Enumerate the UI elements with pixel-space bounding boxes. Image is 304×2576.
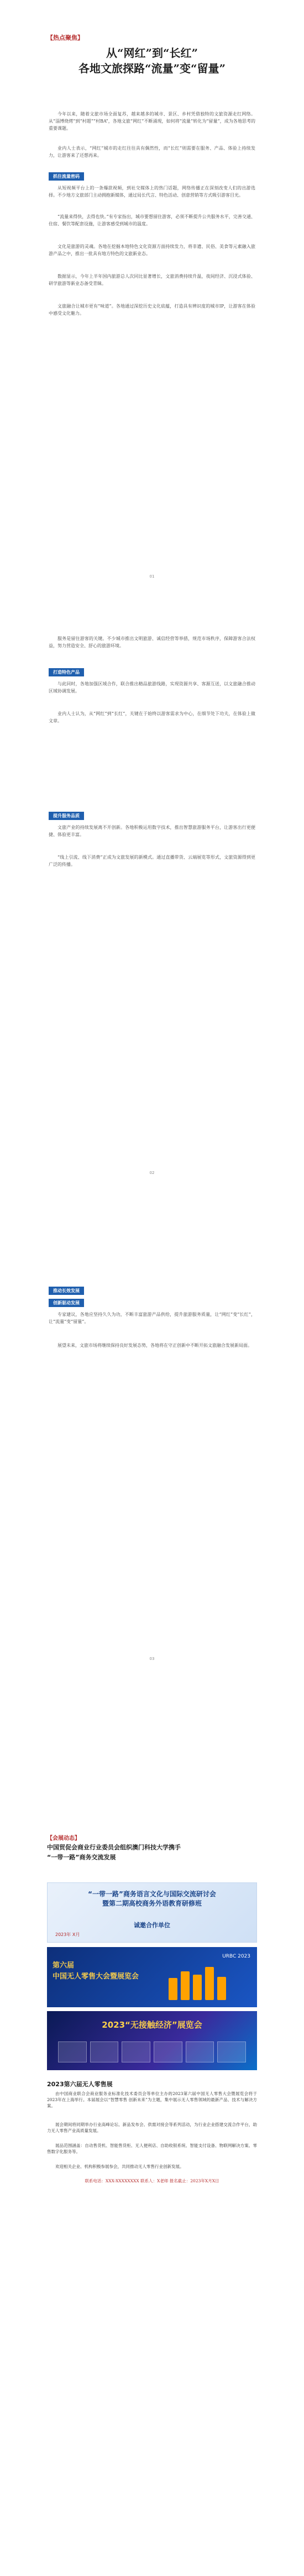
subheading-1: 抓住流量密码 [49,172,84,181]
section-tag: 【热点聚焦】 [47,34,83,41]
banner-retail-expo-title-line2: 中国无人零售大会暨展览会 [53,1972,139,1981]
banner-seminar-subtitle: 诚邀合作单位 [134,1922,170,1929]
subheading-3: 提升服务品质 [49,812,84,820]
paragraph-3: 文化是旅游的灵魂。各地在挖掘本地特色文化资源方面持续发力，将非遗、民俗、美食等元素融入旅游产品之中，推出一批具有地方特色的文旅新业态。 [49,244,255,256]
paragraph-10: “线上引流、线下消费”正成为文旅发展的新模式。通过直播带货、云端展览等形式，文旅资源得到更广泛的传播。 [49,855,255,867]
banner-seminar-title-line2: 暨第二期高校商务外语教育研修班 [102,1900,202,1907]
banner-contactless-expo-title: 2023“无接触经济”展览会 [102,2020,202,2030]
intro-paragraph-1: 今年以来，随着文旅市场全面复苏，越来越多的城市、景区、乡村凭借独特的文旅资源走红网络。从“淄博烧烤”到“村超”“村BA”，各地文旅“网红”不断涌现，如何将“流量”转化为“留量”，成为各地思考的重要课题。 [49,112,255,131]
banner-seminar-date: 2023年 X月 [55,1932,80,1937]
page-number: 03 [149,1657,155,1661]
subheading-4: 推动长效发展 [49,1287,84,1295]
paragraph-4: 欢迎相关企业、机构积极参展参会，共同推动无人零售行业创新发展。 [55,2164,184,2169]
banner-retail-expo-title-line1: 第六届 [53,1961,75,1970]
page-number: 02 [149,1171,155,1175]
paragraph-8: 业内人士认为，从“网红”到“长红”，关键在于始终以游客需求为中心，在细节处下功夫，在体验上做文章。 [49,711,255,723]
subheading-5: 创新驱动发展 [49,1299,84,1307]
banner-seminar-title-line1: “一带一路”商务语言文化与国际交流研讨会 [88,1890,216,1898]
product-strip [58,2041,246,2062]
paragraph-6: 服务是留住游客的关键。不少城市推出文明旅游、诚信经营等举措，规范市场秩序，保障游客合法权益，努力营造安全、舒心的旅游环境。 [49,636,255,648]
banner-seminar-title [53,1890,251,1908]
article-title-line2: 各地文旅探路“流量”变“留量” [78,62,226,75]
contact-note: 联系电话：XXX-XXXXXXXX 联系人：X老师 报名截止：2023年X月X日 [85,2178,219,2183]
vending-machine-icon [169,1967,235,2000]
paragraph-1: 从短视频平台上的一条爆款视频，到社交媒体上的热门话题，网络传播正在深刻改变人们的出游选择。不少地方文旅部门主动拥抱新媒体，通过局长代言、特色活动、创意营销等方式吸引游客目光。 [49,186,255,198]
paragraph-12: 展望未来，文旅市场将继续保持良好发展态势，各地将在守正创新中不断开拓文旅融合发展新局面。 [57,1343,252,1348]
banner-seminar[interactable] [47,1882,257,1943]
article-1 [0,0,304,596]
section-tag: 【会展动态】 [47,1836,80,1842]
paragraph-7: 与此同时，各地加强区域合作，联合推出精品旅游线路，实现资源共享、客源互送，以文旅融合推动区域协调发展。 [49,681,255,694]
article-title-line2: “一带一路”商务交流发展 [47,1854,116,1861]
banner-retail-expo[interactable] [47,1947,257,2007]
paragraph-11: 专家建议，各地应坚持久久为功，不断丰富旅游产品供给，提升旅游服务质量，让“网红”变“长红”，让“流量”变“留量”。 [49,1312,255,1324]
page-number: 01 [149,574,155,579]
banner-retail-expo-logo: URBC 2023 [222,1954,250,1959]
paragraph-3: 展品范围涵盖：自动售货机、智能售货柜、无人便利店、自助收银系统、智能支付设备、物联网解决方案、零售数字化服务等。 [47,2143,257,2154]
paragraph-1: 由中国商业联合会商业服务业标准化技术委员会等单位主办的2023第六届中国无人零售大会暨展览会将于2023年在上海举行。本届展会以“智慧零售 创新未来”为主题，集中展示无人零售领域的最新产品、技术与解决方案。 [47,2091,257,2108]
paragraph-2: 展会期间将同期举办行业高峰论坛、新品发布会、供需对接会等系列活动，为行业企业搭建交流合作平台，助力无人零售产业高质量发展。 [47,2122,257,2133]
section-heading: 2023第六届无人零售展 [47,2081,113,2088]
banner-contactless-expo[interactable] [47,2011,257,2070]
paragraph-5: 文旅融合让城市更有“味道”。各地通过深挖历史文化底蕴，打造具有辨识度的城市IP，让游客在体验中感受文化魅力。 [49,304,255,316]
paragraph-2: “流量来得快，去得也快。”有专家指出，城市要想留住游客，必须不断提升公共服务水平，完善交通、住宿、餐饮等配套设施，让游客感受到城市的温度。 [49,214,255,226]
intro-paragraph-2: 业内人士表示，“网红”城市的走红往往具有偶然性，而“长红”则需要在服务、产品、体验上持续发力，让游客来了还想再来。 [49,146,255,158]
subheading-2: 打造特色产品 [49,668,84,676]
article-2 [0,1833,304,2576]
paragraph-4: 数据显示，今年上半年国内旅游总人次同比显著增长，文旅消费持续升温，夜间经济、沉浸式体验、研学旅游等新业态备受青睐。 [49,274,255,286]
paragraph-9: 文旅产业的持续发展离不开创新。各地积极运用数字技术，推出智慧旅游服务平台，让游客出行更便捷、体验更丰富。 [49,825,255,837]
article-title-line1: 从“网红”到“长红” [106,46,198,60]
article-title-line1: 中国贸促会商业行业委员会组织澳门科技大学携手 [47,1844,181,1851]
banner-retail-expo-title [53,1960,163,1982]
